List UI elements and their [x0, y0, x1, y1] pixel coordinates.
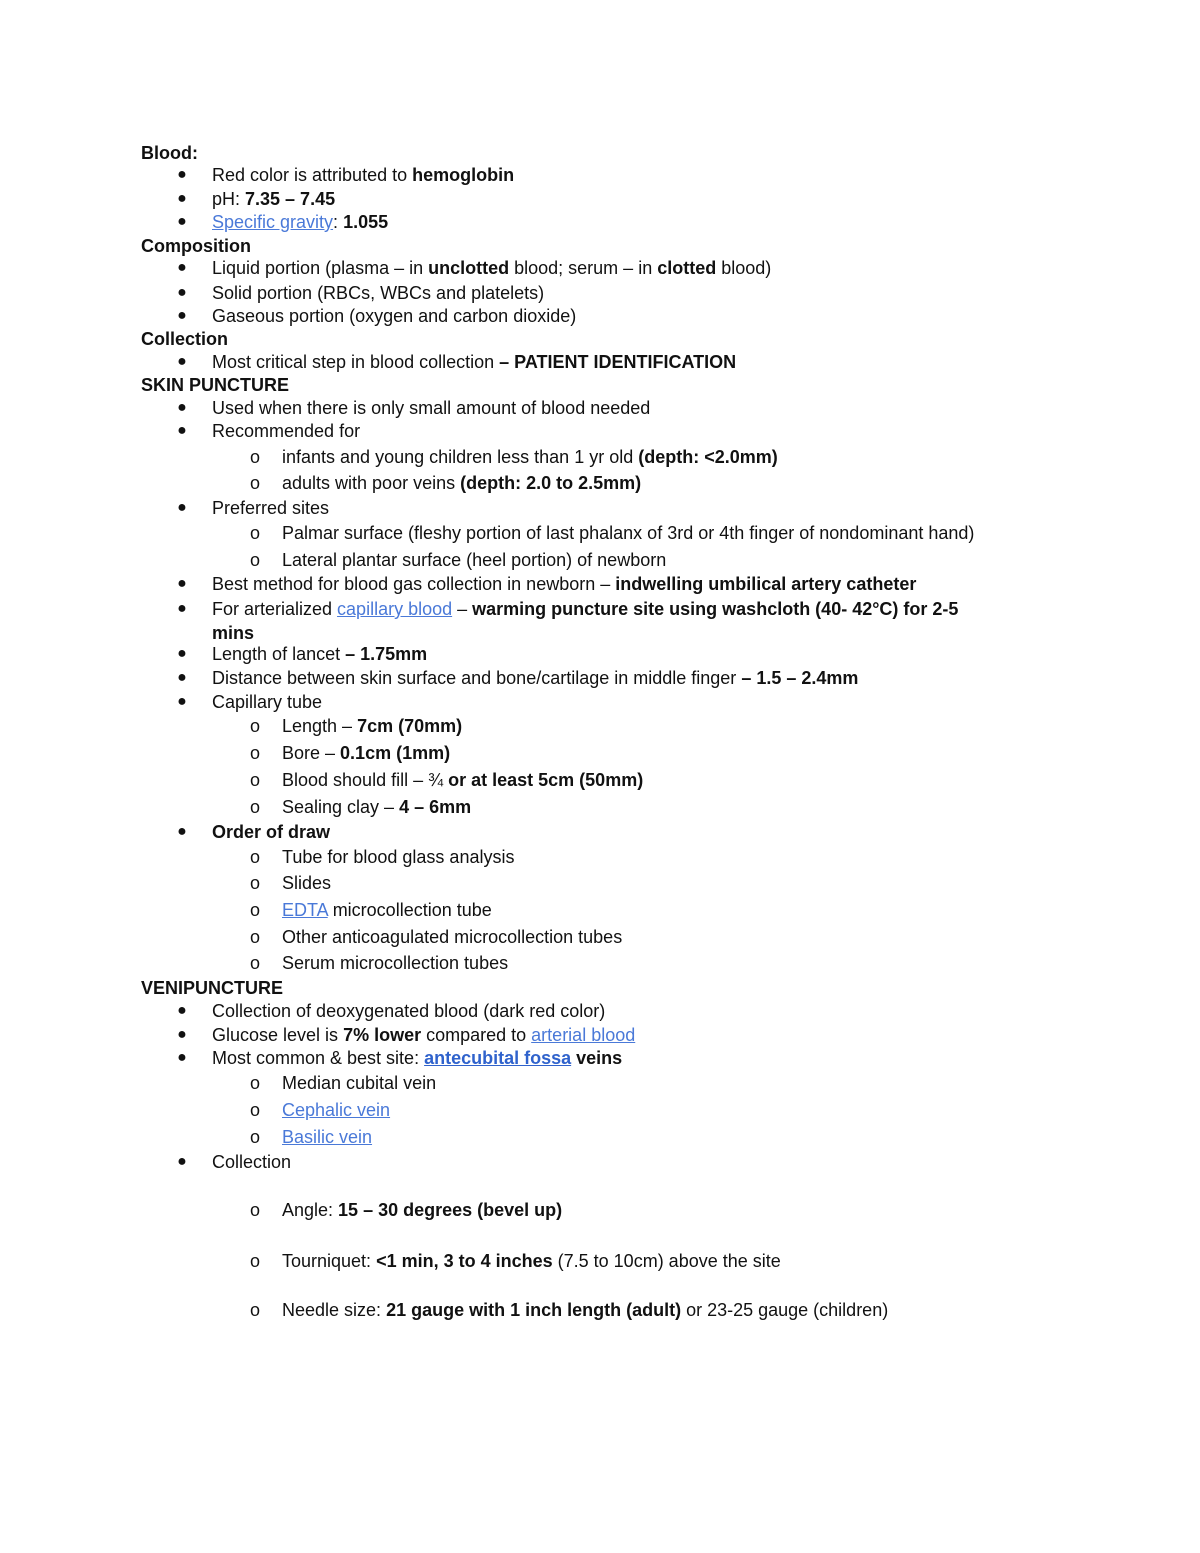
text-run: Composition: [141, 236, 251, 256]
sub-bullet-item: [249, 796, 472, 820]
bullet-item: [177, 573, 917, 597]
text-run: Best method for blood gas collection in newborn –: [212, 574, 616, 594]
sub-bullet-circle-icon: o: [249, 927, 260, 947]
bullet-item: [177, 691, 323, 715]
bullet-item: [177, 282, 545, 306]
bullet-dot-icon: ●: [177, 213, 187, 230]
bold-text: veins: [576, 1048, 623, 1068]
bullet-item: [177, 1000, 606, 1024]
text-run: Liquid portion (plasma – in: [212, 258, 429, 278]
text-run: Serum microcollection tubes: [282, 953, 509, 973]
bullet-dot-icon: ●: [177, 693, 187, 710]
sub-bullet-item: [249, 769, 644, 793]
bullet-dot-icon: ●: [177, 399, 187, 416]
bold-text: lower: [374, 1025, 422, 1045]
text-run: Gaseous portion (oxygen and carbon dioxide): [212, 306, 577, 326]
text-run: blood): [716, 258, 772, 278]
text-run: Collection: [212, 1152, 292, 1172]
bullet-item: [177, 397, 651, 421]
sub-bullet-item: [249, 872, 332, 896]
bullet-item: [177, 211, 389, 235]
bullet-dot-icon: ●: [177, 190, 187, 207]
text-run: Most common & best site:: [212, 1048, 425, 1068]
bold-text: 4 – 6mm: [399, 797, 472, 817]
bold-text: warming puncture site using washcloth (40- 42°C) for 2-5: [472, 599, 959, 619]
bullet-dot-icon: ●: [177, 422, 187, 439]
sub-bullet-item: [249, 899, 492, 923]
text-run: Sealing clay –: [282, 797, 400, 817]
bullet-dot-icon: ●: [177, 575, 187, 592]
sub-bullet-circle-icon: o: [249, 473, 260, 493]
text-run: compared to: [421, 1025, 532, 1045]
sub-bullet-circle-icon: o: [249, 873, 260, 893]
bullet-dot-icon: ●: [177, 259, 187, 276]
sub-bullet-item: [249, 715, 463, 739]
sub-bullet-circle-icon: o: [249, 1073, 260, 1093]
bullet-item: [177, 497, 330, 521]
text-run: For arterialized: [212, 599, 338, 619]
text-run: Angle:: [282, 1200, 339, 1220]
sub-bullet-circle-icon: o: [249, 797, 260, 817]
bullet-dot-icon: ●: [177, 353, 187, 370]
text-run: Recommended for: [212, 421, 361, 441]
sub-bullet-item: [249, 846, 515, 870]
bullet-item: [177, 643, 428, 667]
sub-bullet-item: [249, 549, 667, 573]
sub-bullet-item: [249, 1299, 889, 1323]
sub-bullet-item: [249, 952, 509, 976]
bullet-dot-icon: ●: [177, 1002, 187, 1019]
sub-bullet-item: [249, 1072, 437, 1096]
bold-text: or at least 5cm (50mm): [448, 770, 644, 790]
text-run: Used when there is only small amount of blood needed: [212, 398, 651, 418]
sub-bullet-item: [249, 446, 778, 470]
sub-bullet-circle-icon: o: [249, 953, 260, 973]
text-run: Capillary tube: [212, 692, 323, 712]
text-run: pH:: [212, 189, 246, 209]
bullet-item: [177, 1047, 623, 1071]
text-run: blood; serum – in: [509, 258, 658, 278]
sub-bullet-item: [249, 1126, 373, 1150]
bold-text: – 1.75mm: [345, 644, 428, 664]
bullet-item: [177, 420, 361, 444]
text-run: :: [333, 212, 344, 232]
section-heading: [141, 374, 289, 398]
section-heading: [141, 142, 198, 166]
text-run: microcollection tube: [327, 900, 492, 920]
text-run: SKIN PUNCTURE: [141, 375, 290, 395]
sub-bullet-item: [249, 472, 642, 496]
hyperlink[interactable]: Cephalic vein: [282, 1100, 391, 1120]
hyperlink[interactable]: Specific gravity: [212, 212, 334, 232]
text-run: Length –: [282, 716, 358, 736]
bullet-dot-icon: ●: [177, 645, 187, 662]
hyperlink[interactable]: arterial blood: [531, 1025, 636, 1045]
bold-text: – 1.5 – 2.4mm: [741, 668, 859, 688]
bullet-item: [177, 1024, 636, 1048]
bold-text: indwelling umbilical artery catheter: [615, 574, 917, 594]
bold-text: (depth: <2.0mm): [638, 447, 778, 467]
text-run: Collection of deoxygenated blood (dark red color): [212, 1001, 606, 1021]
text-run: Red color is attributed to: [212, 165, 413, 185]
text-run: –: [452, 599, 473, 619]
bullet-item: [177, 305, 577, 329]
bullet-dot-icon: ●: [177, 1049, 187, 1066]
bold-text: 0.1cm (1mm): [340, 743, 451, 763]
hyperlink[interactable]: antecubital fossa: [424, 1048, 572, 1068]
text-run: Distance between skin surface and bone/cartilage in middle finger: [212, 668, 742, 688]
bullet-dot-icon: ●: [177, 499, 187, 516]
bullet-item: [177, 188, 336, 212]
sub-bullet-circle-icon: o: [249, 1127, 260, 1147]
sub-bullet-item: [249, 1250, 781, 1274]
text-run: VENIPUNCTURE: [141, 978, 284, 998]
bullet-item: [177, 164, 515, 188]
text-run: Tube for blood glass analysis: [282, 847, 515, 867]
text-run: Blood should fill – ¾: [282, 770, 449, 790]
text-run: Lateral plantar surface (heel portion) of newborn: [282, 550, 667, 570]
text-run: Other anticoagulated microcollection tubes: [282, 927, 623, 947]
sub-bullet-circle-icon: o: [249, 1200, 260, 1220]
bullet-dot-icon: ●: [177, 669, 187, 686]
sub-bullet-circle-icon: o: [249, 770, 260, 790]
text-run: Glucose level is: [212, 1025, 344, 1045]
sub-bullet-circle-icon: o: [249, 1300, 260, 1320]
text-run: Length of lancet: [212, 644, 346, 664]
sub-bullet-item: [249, 1199, 563, 1223]
text-run: Preferred sites: [212, 498, 330, 518]
bullet-dot-icon: ●: [177, 284, 187, 301]
bold-text: 21 gauge with 1 inch length (adult): [386, 1300, 682, 1320]
sub-bullet-circle-icon: o: [249, 743, 260, 763]
sub-bullet-item: [249, 742, 451, 766]
hyperlink[interactable]: capillary blood: [337, 599, 453, 619]
bold-text: 15 – 30 degrees (bevel up): [338, 1200, 563, 1220]
hyperlink[interactable]: Basilic vein: [282, 1127, 373, 1147]
text-run: Solid portion (RBCs, WBCs and platelets): [212, 283, 545, 303]
text-run: or 23-25 gauge (children): [681, 1300, 889, 1320]
bullet-dot-icon: ●: [177, 600, 187, 617]
bold-text: 7cm (70mm): [357, 716, 463, 736]
bullet-item: [177, 598, 959, 622]
sub-bullet-circle-icon: o: [249, 447, 260, 467]
bold-text: 7%: [343, 1025, 370, 1045]
bullet-dot-icon: ●: [177, 166, 187, 183]
sub-bullet-circle-icon: o: [249, 847, 260, 867]
bullet-item: [177, 821, 331, 845]
sub-bullet-circle-icon: o: [249, 1100, 260, 1120]
text-run: Median cubital vein: [282, 1073, 437, 1093]
text-run: adults with poor veins: [282, 473, 461, 493]
bold-text: hemoglobin: [412, 165, 515, 185]
sub-bullet-item: [249, 1099, 391, 1123]
bold-text: (depth: 2.0 to 2.5mm): [460, 473, 642, 493]
bold-text: clotted: [657, 258, 717, 278]
sub-bullet-circle-icon: o: [249, 523, 260, 543]
text-run: Tourniquet:: [282, 1251, 377, 1271]
bold-text: Order of draw: [212, 822, 331, 842]
text-run: Bore –: [282, 743, 341, 763]
bold-text: 1.055: [343, 212, 389, 232]
bullet-dot-icon: ●: [177, 307, 187, 324]
text-run: Palmar surface (fleshy portion of last phalanx of 3rd or 4th finger of nondominant hand): [282, 523, 975, 543]
sub-bullet-circle-icon: o: [249, 900, 260, 920]
text-run: infants and young children less than 1 yr old: [282, 447, 639, 467]
text-run: Slides: [282, 873, 332, 893]
sub-bullet-circle-icon: o: [249, 550, 260, 570]
bullet-dot-icon: ●: [177, 1153, 187, 1170]
bullet-item: [177, 1151, 292, 1175]
section-heading: [141, 235, 251, 259]
bullet-dot-icon: ●: [177, 1026, 187, 1043]
bullet-item: [177, 257, 772, 281]
text-run: Collection: [141, 329, 229, 349]
text-run: Needle size:: [282, 1300, 387, 1320]
bold-text: – PATIENT IDENTIFICATION: [499, 352, 737, 372]
text-run: Blood:: [141, 143, 198, 163]
bold-text: unclotted: [428, 258, 510, 278]
sub-bullet-item: [249, 926, 623, 950]
section-heading: [141, 328, 228, 352]
bullet-item: [177, 667, 859, 691]
text-run: Most critical step in blood collection: [212, 352, 500, 372]
section-heading: [141, 977, 283, 1001]
bold-text: <1 min, 3 to 4 inches: [376, 1251, 553, 1271]
sub-bullet-circle-icon: o: [249, 716, 260, 736]
bullet-item: [177, 351, 737, 375]
bold-text: 7.35 – 7.45: [245, 189, 336, 209]
text-run: (7.5 to 10cm) above the site: [552, 1251, 781, 1271]
bold-text: mins: [212, 623, 255, 643]
hyperlink[interactable]: EDTA: [282, 900, 328, 920]
bullet-dot-icon: ●: [177, 823, 187, 840]
sub-bullet-circle-icon: o: [249, 1251, 260, 1271]
sub-bullet-item: [249, 522, 975, 546]
